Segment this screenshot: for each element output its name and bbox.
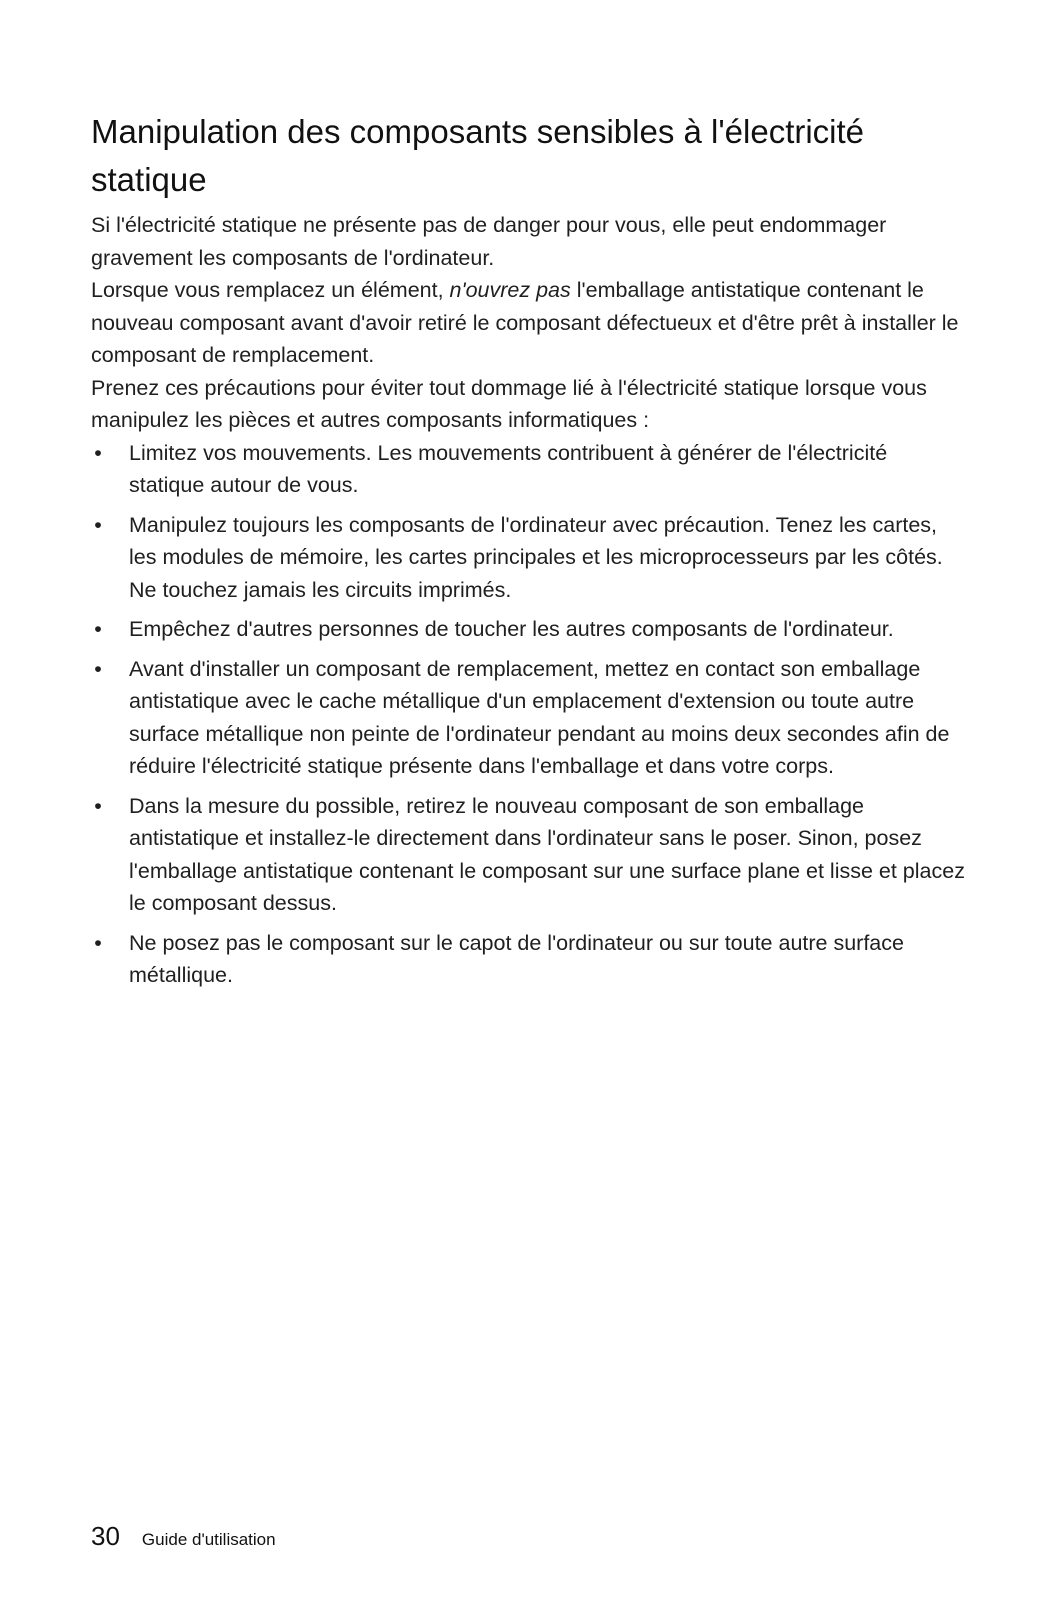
- bullet-icon: •: [94, 930, 102, 955]
- list-item: [91, 509, 966, 607]
- precautions-list: [91, 437, 966, 992]
- bullet-icon: •: [94, 617, 102, 641]
- bullet-icon: •: [94, 512, 102, 537]
- list-item: [91, 437, 966, 502]
- bullet-icon: •: [94, 793, 102, 818]
- body-content: [91, 209, 966, 999]
- footer-label: Guide d'utilisation: [141, 1530, 276, 1549]
- list-item: [91, 613, 966, 646]
- list-item: [91, 790, 966, 920]
- list-item-text: Dans la mesure du possible, retirez le nouveau composant de son emballage antistatique et installez-le directement dans l'ordinateur sans le poser. Sinon, posez l'emballage antistatique contenant le composant sur une surface plane et lisse et placez le composant dessus.: [129, 793, 965, 915]
- intro-2-text-before: Lorsque vous remplacez un élément,: [91, 278, 450, 302]
- intro-2-text-after: l'emballage antistatique contenant le nouveau composant avant d'avoir retiré le composant défectueux et d'être prêt à installer le composant de remplacement.: [91, 278, 959, 367]
- list-item-text: Avant d'installer un composant de remplacement, mettez en contact son emballage antistatique avec le cache métallique d'un emplacement d'extension ou toute autre surface métallique non peinte de l'ordinateur pendant au moins deux secondes afin de réduire l'électricité statique présente dans l'emballage et dans votre corps.: [129, 656, 950, 778]
- bullet-icon: •: [94, 656, 102, 681]
- list-item-text: Ne posez pas le composant sur le capot de l'ordinateur ou sur toute autre surface métallique.: [129, 930, 904, 987]
- intro-paragraph-2: [91, 274, 966, 372]
- intro-paragraph-1: Si l'électricité statique ne présente pas de danger pour vous, elle peut endommager gravement les composants de l'ordinateur.: [91, 213, 887, 270]
- list-item: [91, 653, 966, 783]
- list-item: [91, 927, 966, 992]
- page-footer: [91, 1521, 276, 1552]
- page-title: Manipulation des composants sensibles à l'électricité statique: [91, 113, 865, 198]
- intro-paragraph-3: Prenez ces précautions pour éviter tout dommage lié à l'électricité statique lorsque vous manipulez les pièces et autres composants informatiques :: [91, 375, 927, 432]
- intro-2-emphasis: n'ouvrez pas: [449, 278, 571, 302]
- list-item-text: Limitez vos mouvements. Les mouvements contribuent à générer de l'électricité statique autour de vous.: [129, 440, 888, 497]
- page-number: 30: [91, 1521, 120, 1551]
- list-item-text: Manipulez toujours les composants de l'ordinateur avec précaution. Tenez les cartes, les modules de mémoire, les cartes principales et les microprocesseurs par les côtés. Ne touchez jamais les circuits imprimés.: [129, 512, 943, 602]
- list-item-text: Empêchez d'autres personnes de toucher les autres composants de l'ordinateur.: [129, 617, 894, 641]
- bullet-icon: •: [94, 440, 102, 465]
